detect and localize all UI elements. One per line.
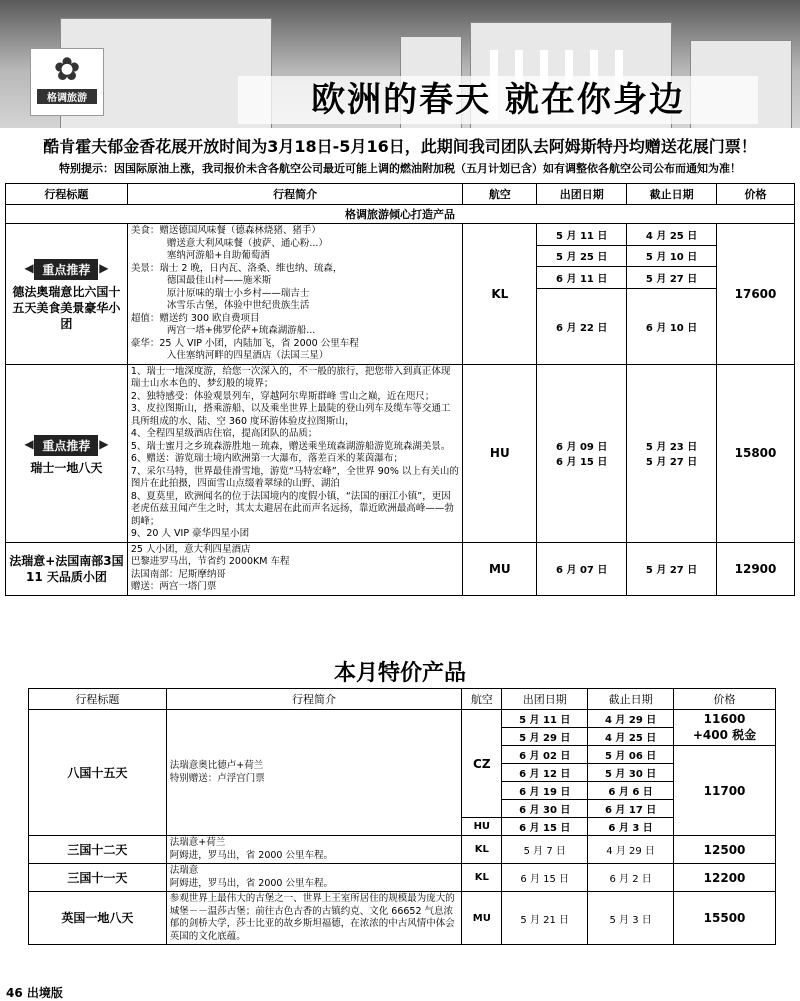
deadline-date: 5 月 27 日: [627, 542, 717, 595]
table-row[interactable]: [6, 364, 795, 542]
desc-line: 赠送意大利风味餐（披萨、通心粉...）: [166, 237, 328, 249]
table-row[interactable]: [29, 836, 776, 864]
airline: HU: [462, 818, 502, 836]
deadline-date: 4 月 29 日: [588, 836, 674, 864]
headline: 酷肯霍夫郁金香花展开放时间为3月18日-5月16日，此期间我司团队去阿姆斯特丹均赠送花展门票！: [43, 137, 757, 156]
tour-title: 英国一地八天: [29, 892, 167, 945]
desc-line: 法瑞意+荷兰: [169, 837, 226, 848]
depart-date: 6 月 22 日: [537, 288, 627, 364]
col-header-airline: 航空: [463, 184, 537, 205]
price: 17600: [717, 224, 795, 365]
desc-line: 8、夏莫里，欧洲闻名的位于法国境内的度假小镇，“法国的丽江小镇”，更因老虎伍兹丑闻产生之时，其太太避居在此而声名远扬，靠近欧洲最高峰——勃朗峰；: [130, 490, 454, 527]
airline: HU: [463, 364, 537, 542]
desc-line: 德国最佳山村——施米斯: [166, 275, 272, 286]
col-header-price: 价格: [674, 689, 776, 710]
desc-line: 塞纳河游船+自助葡萄酒: [166, 250, 270, 261]
price: 15800: [717, 364, 795, 542]
tour-title: 德法奥瑞意比六国十五天美食美景豪华小团: [12, 285, 121, 332]
tour-title-cell: [6, 224, 128, 365]
desc-line: 6、赠送：游览瑞士境内欧洲第一大瀑布，落差百米的莱茵瀑布；: [130, 453, 403, 464]
airline: MU: [463, 542, 537, 595]
table-row[interactable]: [29, 892, 776, 945]
depart-date: 6 月 12 日: [502, 764, 588, 782]
featured-badge: ◀ 重点推荐 ▶: [34, 435, 98, 456]
deadline-date: 5 月 3 日: [588, 892, 674, 945]
company-logo[interactable]: [30, 48, 104, 116]
deadline-date: 4 月 29 日: [588, 710, 674, 728]
depart-date: 5 月 25 日: [537, 245, 627, 267]
deadline-date: 5 月 23 日: [645, 442, 698, 453]
desc-line: 法瑞意: [169, 865, 199, 876]
deadline-date: 5 月 27 日: [627, 267, 717, 289]
table-row[interactable]: [6, 542, 795, 595]
deadline-date: 5 月 27 日: [645, 457, 698, 468]
price-value: 11600: [703, 712, 746, 726]
airline: KL: [462, 836, 502, 864]
deadline-dates: [627, 364, 717, 542]
desc-line: 7、采尔马特，世界最佳滑雪地，游览“马特宏峰”，全世界 90% 以上有关山的图片在此拍摄，四面雪山点缀着翠绿的山野、湖泊: [130, 465, 459, 489]
tour-title: 三国十一天: [29, 864, 167, 892]
depart-date: 6 月 15 日: [502, 818, 588, 836]
airline: KL: [463, 224, 537, 365]
depart-date: 5 月 21 日: [502, 892, 588, 945]
depart-date: 6 月 02 日: [502, 746, 588, 764]
col-header-airline: 航空: [462, 689, 502, 710]
depart-date: 6 月 15 日: [556, 457, 608, 468]
depart-date: 6 月 09 日: [556, 442, 608, 453]
desc-line: 超值：赠送约 300 欧自费项目: [130, 312, 260, 324]
col-header-deadline: 截止日期: [627, 184, 717, 205]
table-header-row: [6, 184, 795, 205]
tour-title-cell: [6, 364, 128, 542]
desc-line: 特别赠送：卢浮宫门票: [169, 772, 265, 784]
depart-date: 6 月 15 日: [502, 864, 588, 892]
price: 11700: [674, 746, 776, 836]
desc-line: 美景：瑞士 2 晚，日内瓦、洛桑、维也纳、琉森，: [130, 262, 343, 274]
deadline-date: 6 月 6 日: [588, 782, 674, 800]
tour-desc: [127, 364, 463, 542]
depart-date: 6 月 11 日: [537, 267, 627, 289]
airline: MU: [462, 892, 502, 945]
depart-date: 6 月 07 日: [537, 542, 627, 595]
tour-desc: [166, 864, 462, 892]
desc-line: 1、瑞士一地深度游，给您一次深入的，不一般的旅行，把您带入到真正体现瑞士山水本色的、梦幻般的境界；: [130, 365, 451, 389]
deadline-date: 4 月 25 日: [588, 728, 674, 746]
section-title-specials: 本月特价产品: [333, 660, 466, 686]
featured-products-table: [5, 183, 795, 596]
depart-date: 6 月 19 日: [502, 782, 588, 800]
desc-line: 25 人小团，意大利四星酒店: [130, 543, 251, 555]
tour-desc: [166, 836, 462, 864]
deadline-date: 5 月 30 日: [588, 764, 674, 782]
col-header-desc: 行程简介: [166, 689, 462, 710]
deadline-date: 5 月 06 日: [588, 746, 674, 764]
desc-line: 4、全程四星级酒店住宿，提高团队的品质；: [130, 428, 318, 439]
slogan: 欧洲的春天 就在你身边: [238, 76, 758, 124]
depart-date: 5 月 11 日: [537, 224, 627, 246]
desc-line: 阿姆进，罗马出，省 2000 公里车程。: [169, 849, 333, 861]
desc-line: 两宫一塔+佛罗伦萨+琉森湖游船...: [166, 325, 316, 336]
desc-line: 9、20 人 VIP 豪华四星小团: [130, 528, 250, 539]
col-header-desc: 行程简介: [127, 184, 463, 205]
table-header-row: [29, 689, 776, 710]
table-row[interactable]: [29, 710, 776, 728]
tour-desc: [127, 224, 463, 365]
airline: CZ: [462, 710, 502, 818]
desc-line: 原汁原味的瑞士小乡村——瑞吉士: [166, 287, 310, 299]
table-row[interactable]: [29, 864, 776, 892]
desc-line: 冰雪乐古堡，体验中世纪贵族生活: [166, 300, 310, 311]
featured-subheader: 格调旅游倾心打造产品: [6, 205, 795, 224]
depart-date: 5 月 11 日: [502, 710, 588, 728]
tour-title: 八国十五天: [29, 710, 167, 836]
col-header-price: 价格: [717, 184, 795, 205]
desc-line: 法国南部：尼斯摩纳哥: [130, 568, 226, 580]
tour-title: 瑞士一地八天: [30, 460, 103, 475]
col-header-depart: 出团日期: [502, 689, 588, 710]
special-notice: 特别提示：因国际原油上涨，我司报价未含各航空公司最近可能上调的燃油附加税（五月计划已含）如有调整依各航空公司公布而通知为准！: [59, 162, 741, 175]
price: 12500: [674, 836, 776, 864]
depart-date: 5 月 29 日: [502, 728, 588, 746]
header-banner: [0, 0, 800, 128]
featured-badge: ◀ 重点推荐 ▶: [34, 259, 98, 280]
desc-line: 5、瑞士蜜月之乡琉森游胜地－琉森，赠送乘坐琉森湖游船游览琉森湖美景。: [130, 440, 451, 452]
col-header-title: 行程标题: [6, 184, 128, 205]
logo-text: 格调旅游: [37, 89, 97, 104]
deadline-date: 6 月 17 日: [588, 800, 674, 818]
tour-title-cell: [6, 542, 128, 595]
price: [674, 710, 776, 746]
airline: KL: [462, 864, 502, 892]
depart-date: 5 月 7 日: [502, 836, 588, 864]
price-tax: +400 税金: [692, 728, 757, 742]
tour-desc: [166, 710, 462, 836]
deadline-date: 6 月 3 日: [588, 818, 674, 836]
col-header-title: 行程标题: [29, 689, 167, 710]
desc-line: 赠送：两宫一塔门票: [130, 581, 217, 592]
price: 12200: [674, 864, 776, 892]
desc-line: 法瑞意奥比德卢+荷兰: [169, 760, 264, 771]
tour-title: 三国十二天: [29, 836, 167, 864]
deadline-date: 5 月 10 日: [627, 245, 717, 267]
desc-line: 3、皮拉图斯山，搭乘游船、以及乘坐世界上最陡的登山列车及缆车等交通工具所组成的水、陆、空 360 度环游体验皮拉图斯山，: [130, 403, 451, 427]
depart-dates: [537, 364, 627, 542]
deadline-date: 6 月 10 日: [627, 288, 717, 364]
desc-line: 2、独特感受：体验观景列车，穿越阿尔卑斯群峰 雪山之巅，近在咫尺；: [130, 390, 435, 402]
special-offers-table: [28, 688, 776, 945]
desc-line: 阿姆进，罗马出，省 2000 公里车程。: [169, 877, 333, 889]
depart-date: 6 月 30 日: [502, 800, 588, 818]
tour-title: 法瑞意+法国南部3国 11 天品质小团: [9, 553, 124, 584]
desc-line: 美食：赠送德国风味餐（德森林烧猪、猪手）: [130, 225, 321, 236]
table-row[interactable]: [6, 224, 795, 246]
tour-desc: 参观世界上最伟大的古堡之一、世界上王室所居住的规模最为庞大的城堡－－温莎古堡；前往古色古香的古镇约克、文化 66652 气息浓郁的剑桥大学，莎士比亚的故乡斯坦福德，在浓浓的中古风情中体会英国的文化底蕴。: [166, 892, 462, 945]
tour-desc: [127, 542, 463, 595]
page-footer: 46 出境版: [6, 986, 63, 1000]
desc-line: 豪华：25 人 VIP 小团，内陆加飞，省 2000 公里车程: [130, 337, 359, 349]
price: 15500: [674, 892, 776, 945]
desc-line: 入住塞纳河畔的四星酒店（法国三星）: [166, 350, 329, 361]
col-header-deadline: 截止日期: [588, 689, 674, 710]
col-header-depart: 出团日期: [537, 184, 627, 205]
deadline-date: 4 月 25 日: [627, 224, 717, 246]
desc-line: 巴黎进罗马出，节省约 2000KM 车程: [130, 556, 290, 567]
deadline-date: 6 月 2 日: [588, 864, 674, 892]
price: 12900: [717, 542, 795, 595]
flower-logo-icon: ✿: [53, 50, 81, 88]
